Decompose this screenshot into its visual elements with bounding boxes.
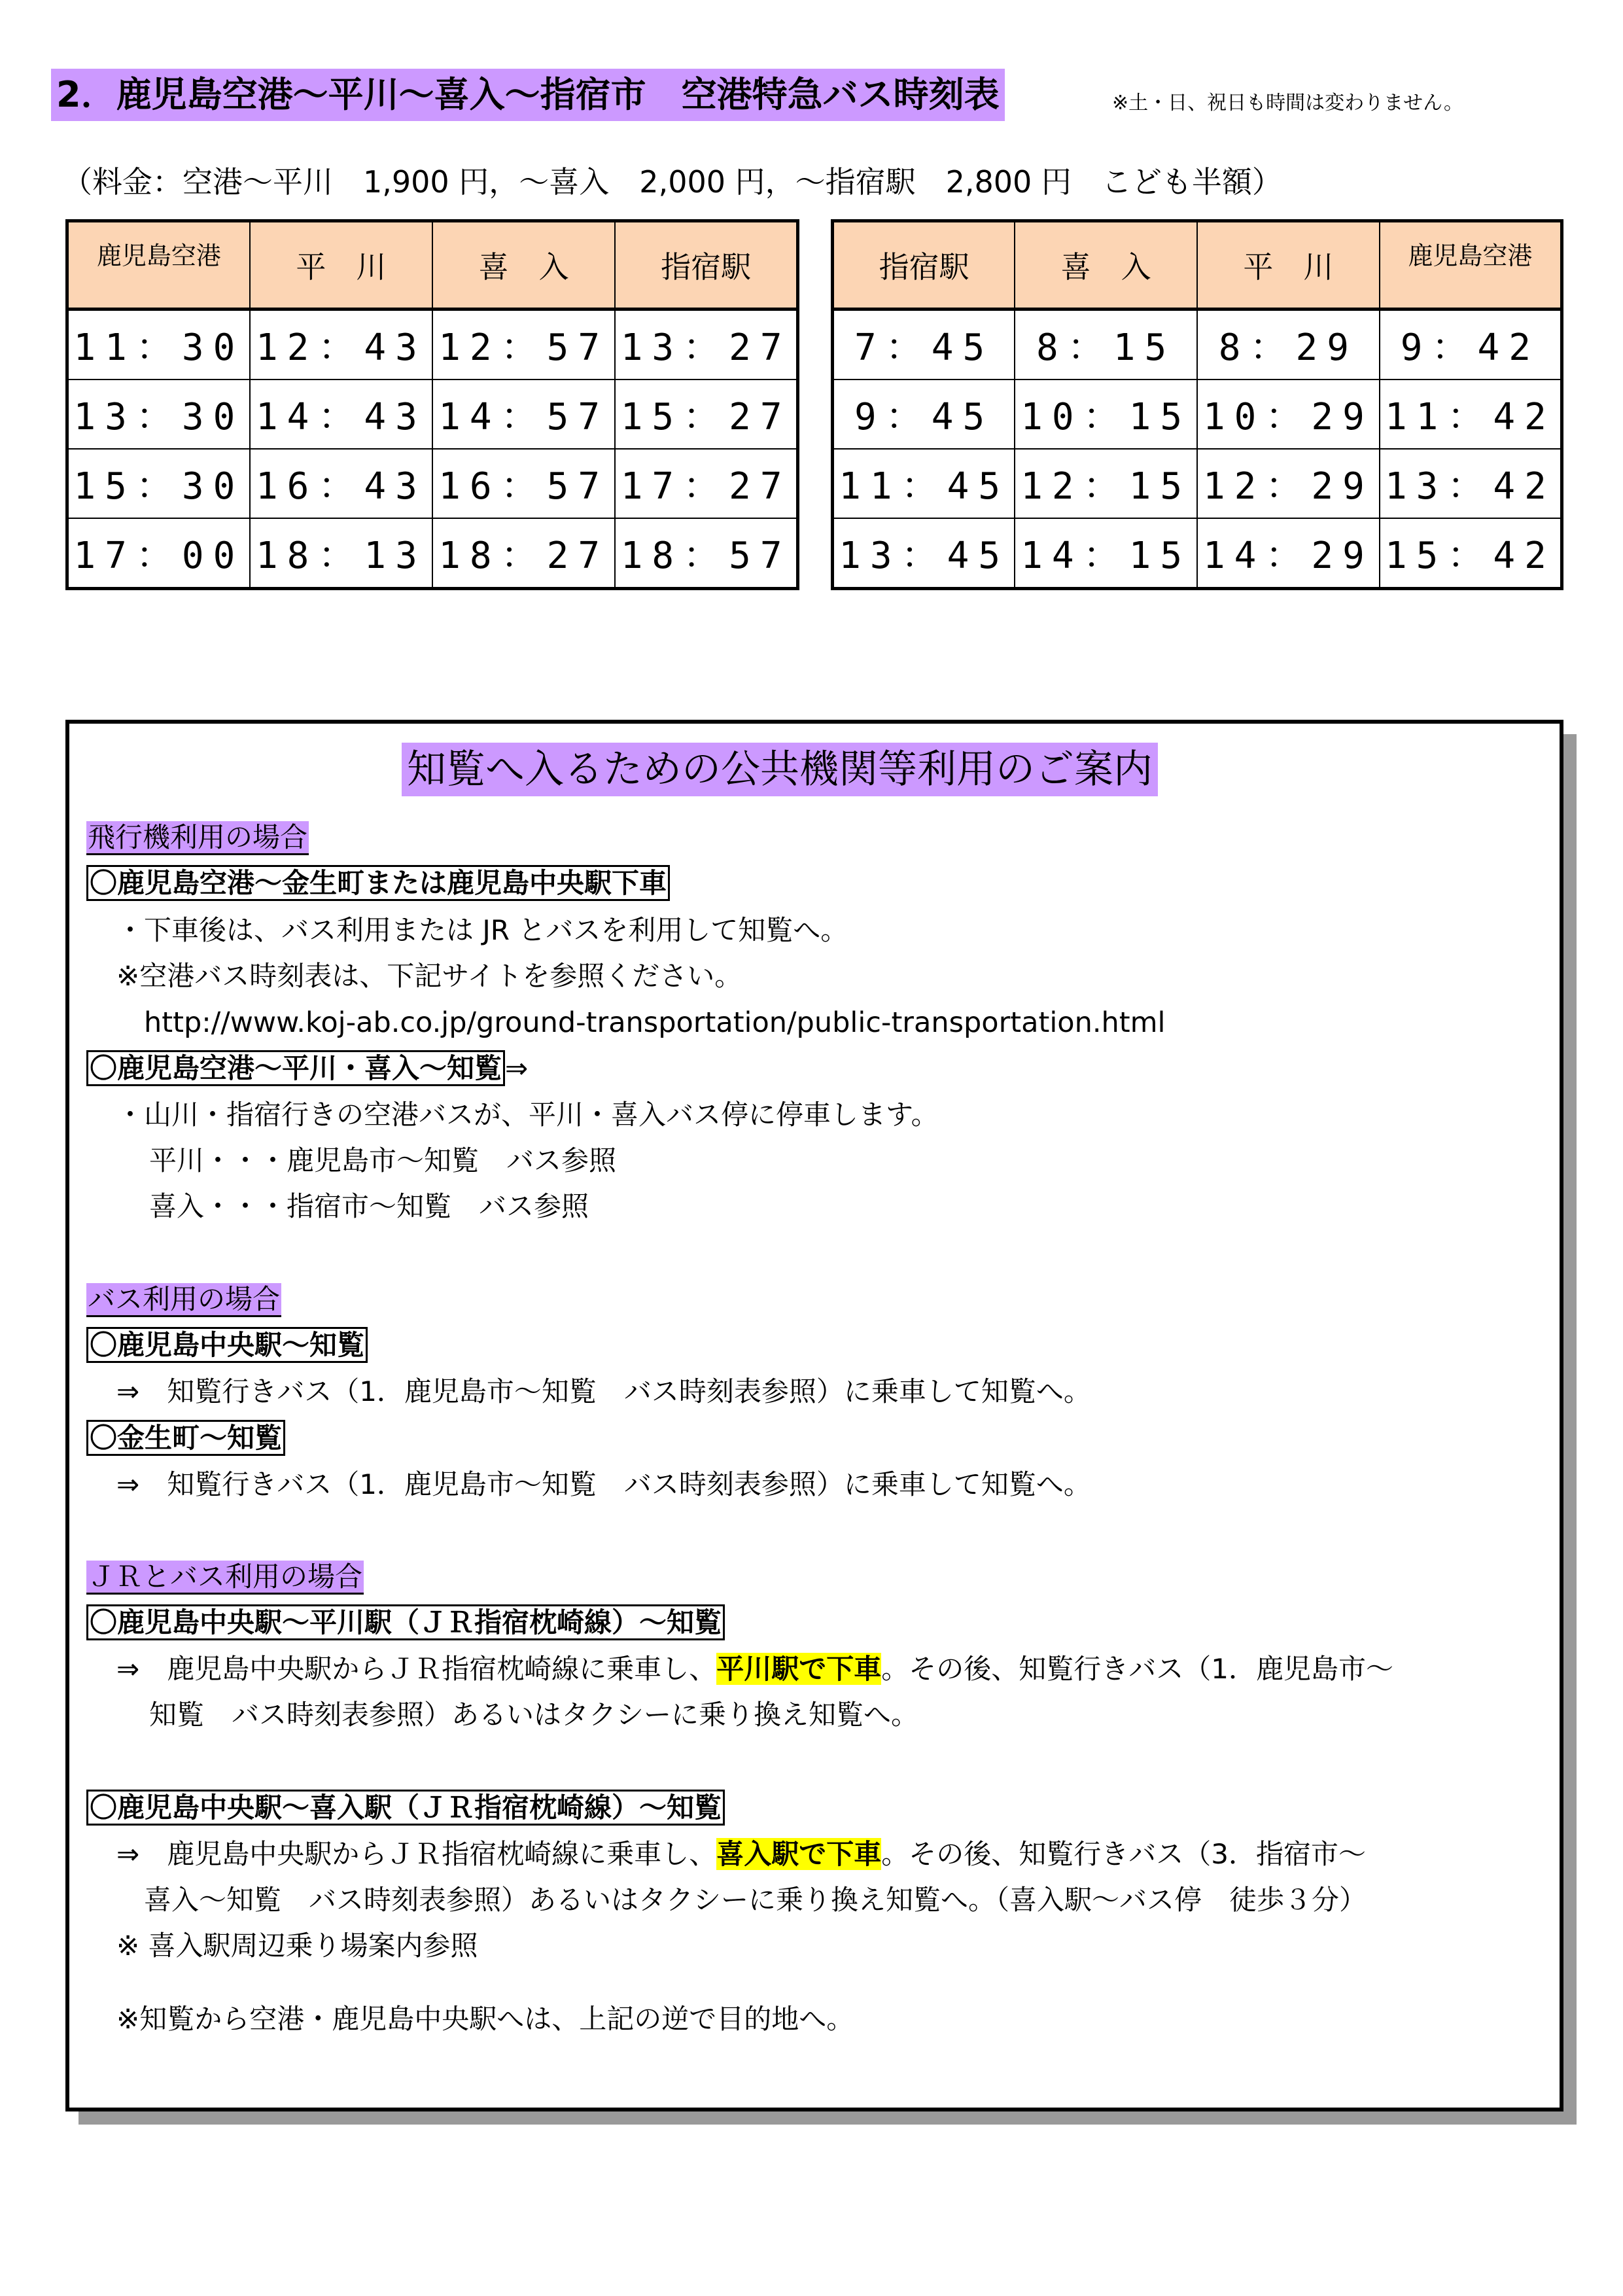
time-cell: 18：13: [250, 518, 432, 589]
column-header: 鹿児島空港: [1380, 221, 1562, 309]
table-row: [833, 380, 1562, 449]
table-row: [67, 380, 798, 449]
column-header: 鹿児島空港: [67, 221, 250, 309]
time-cell: 9：45: [833, 380, 1015, 449]
time-cell: 9：42: [1380, 309, 1562, 380]
time-cell: 10：15: [1015, 380, 1197, 449]
time-cell: 11：30: [67, 309, 250, 380]
air-route2-line1: ・山川・指宿行きの空港バスが、平川・喜入バス停に停車します。: [116, 1099, 939, 1131]
time-cell: 14：15: [1015, 518, 1197, 589]
table-row: [833, 518, 1562, 589]
title-note: ※土・日、祝日も時間は変わりません。: [1112, 92, 1463, 115]
time-cell: 8：15: [1015, 309, 1197, 380]
jr-route2-line1: ⇒ 鹿児島中央駅からＪＲ指宿枕崎線に乗車し、喜入駅で下車。その後、知覧行きバス（3．指宿市～: [116, 1838, 1366, 1870]
jr-route1-heading: 〇鹿児島中央駅～平川駅（ＪＲ指宿枕崎線）～知覧: [86, 1604, 725, 1641]
column-header: 平 川: [1197, 221, 1380, 309]
air-route1-line1: ・下車後は、バス利用または JR とバスを利用して知覧へ。: [116, 914, 848, 946]
time-cell: 13：42: [1380, 449, 1562, 518]
table-row: [833, 449, 1562, 518]
page-title: 2．鹿児島空港～平川～喜入～指宿市 空港特急バス時刻表: [51, 69, 1005, 121]
airport-bus-url-link[interactable]: http://www.koj-ab.co.jp/ground-transportation/public-transportation.html: [144, 1006, 1166, 1039]
timetable-inbound: [831, 219, 1563, 590]
table-row: [67, 309, 798, 380]
timetable-outbound: [65, 219, 799, 590]
column-header: 指宿駅: [833, 221, 1015, 309]
bus-section-heading: バス利用の場合: [86, 1281, 281, 1318]
jr-route2-line3: ※ 喜入駅周辺乗り場案内参照: [116, 1930, 478, 1962]
time-cell: 16：43: [250, 449, 432, 518]
time-cell: 12：43: [250, 309, 432, 380]
time-cell: 17：00: [67, 518, 250, 589]
column-header: 指宿駅: [615, 221, 797, 309]
column-header: 喜 入: [1015, 221, 1197, 309]
time-cell: 14：43: [250, 380, 432, 449]
bus-route1-heading: 〇鹿児島中央駅～知覧: [86, 1327, 368, 1364]
jr-route2-line2: 喜入～知覧 バス時刻表参照）あるいはタクシーに乗り換え知覧へ。（喜入駅～バス停 徒歩３分）: [144, 1884, 1367, 1916]
time-cell: 8：29: [1197, 309, 1380, 380]
time-cell: 14：57: [432, 380, 615, 449]
time-cell: 13：45: [833, 518, 1015, 589]
highlight-kiire: 喜入駅で下車: [716, 1838, 882, 1870]
time-cell: 12：57: [432, 309, 615, 380]
time-cell: 10：29: [1197, 380, 1380, 449]
highlight-hirakawa: 平川駅で下車: [716, 1653, 882, 1685]
bus-route2-line1: ⇒ 知覧行きバス（1．鹿児島市～知覧 バス時刻表参照）に乗車して知覧へ。: [116, 1468, 1091, 1500]
air-section-heading: 飛行機利用の場合: [86, 819, 309, 856]
bus-route1-line1: ⇒ 知覧行きバス（1．鹿児島市～知覧 バス時刻表参照）に乗車して知覧へ。: [116, 1375, 1091, 1407]
time-cell: 18：57: [615, 518, 797, 589]
time-cell: 14：29: [1197, 518, 1380, 589]
table-row: [833, 309, 1562, 380]
table-row: [67, 449, 798, 518]
column-header: 平 川: [250, 221, 432, 309]
guide-title: 知覧へ入るための公共機関等利用のご案内: [402, 743, 1158, 796]
fare-info: （料金：空港～平川 1,900 円，～喜入 2,000 円，～指宿駅 2,800 円 こども半額）: [62, 164, 1282, 200]
time-cell: 15：30: [67, 449, 250, 518]
air-route1-heading: 〇鹿児島空港～金生町または鹿児島中央駅下車: [86, 865, 670, 902]
time-cell: 15：27: [615, 380, 797, 449]
time-cell: 12：29: [1197, 449, 1380, 518]
time-cell: 16：57: [432, 449, 615, 518]
title-wrap: [51, 69, 1005, 121]
time-cell: 11：45: [833, 449, 1015, 518]
arrow-icon: ⇒: [505, 1052, 529, 1084]
time-cell: 11：42: [1380, 380, 1562, 449]
air-route1-line2: ※空港バス時刻表は、下記サイトを参照ください。: [116, 960, 742, 992]
time-cell: 17：27: [615, 449, 797, 518]
column-header: 喜 入: [432, 221, 615, 309]
time-cell: 7：45: [833, 309, 1015, 380]
table-row: [67, 518, 798, 589]
footer-note: ※知覧から空港・鹿児島中央駅へは、上記の逆で目的地へ。: [116, 2003, 854, 2035]
time-cell: 15：42: [1380, 518, 1562, 589]
jr-route1-line2: 知覧 バス時刻表参照）あるいはタクシーに乗り換え知覧へ。: [149, 1699, 919, 1731]
air-route2-line2: 平川・・・鹿児島市～知覧 バス参照: [149, 1144, 617, 1176]
time-cell: 18：27: [432, 518, 615, 589]
jr-route1-line1: ⇒ 鹿児島中央駅からＪＲ指宿枕崎線に乗車し、平川駅で下車。その後、知覧行きバス（1．鹿児島市～: [116, 1653, 1393, 1685]
jr-route2-heading: 〇鹿児島中央駅～喜入駅（ＪＲ指宿枕崎線）～知覧: [86, 1790, 725, 1826]
time-cell: 13：30: [67, 380, 250, 449]
time-cell: 13：27: [615, 309, 797, 380]
time-cell: 12：15: [1015, 449, 1197, 518]
bus-route2-heading: 〇金生町～知覧: [86, 1420, 285, 1457]
jr-section-heading: ＪＲとバス利用の場合: [86, 1559, 364, 1595]
air-route2-heading: 〇鹿児島空港～平川・喜入～知覧 ⇒: [86, 1050, 528, 1087]
air-route2-line3: 喜入・・・指宿市～知覧 バス参照: [149, 1190, 589, 1222]
